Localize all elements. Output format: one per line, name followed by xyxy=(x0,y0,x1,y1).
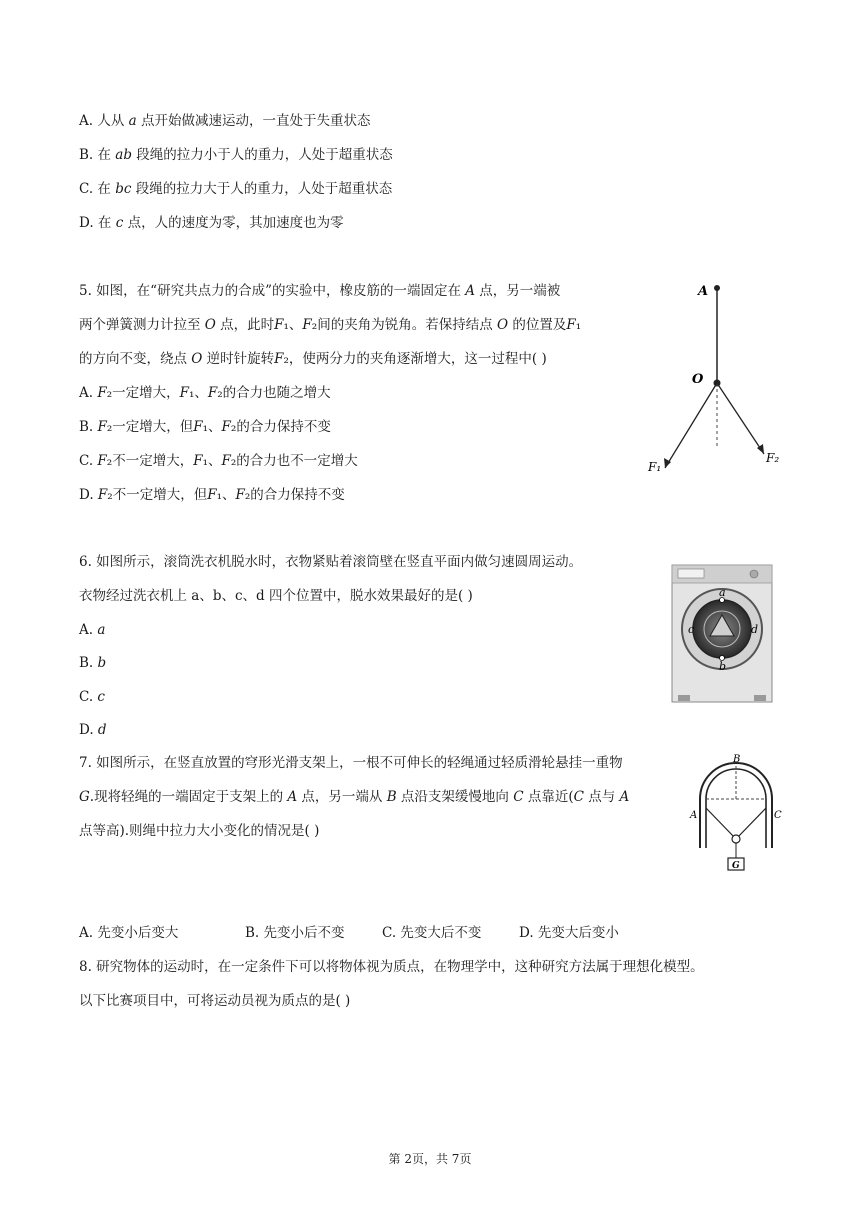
q5-option-c: C. 𝐹₂不一定增大，𝐹₁、𝐹₂的合力也不一定增大 xyxy=(79,453,358,469)
pulley xyxy=(732,835,740,843)
rope-right xyxy=(736,808,766,839)
q5-stem-line-3: 的方向不变，绕点 𝑂 逆时针旋转𝐹₂，使两分力的夹角逐渐增大，这一过程中( ) xyxy=(79,351,547,367)
q8-stem-line-2: 以下比赛项目中，可将运动员视为质点的是( ) xyxy=(79,993,351,1009)
q7-option-c: C. 先变大后不变 xyxy=(382,925,482,941)
label-d: d xyxy=(751,623,759,636)
detergent-drawer xyxy=(678,569,704,578)
q4-option-a: A. 人从 𝑎 点开始做减速运动，一直处于失重状态 xyxy=(79,113,371,129)
label-b: B xyxy=(733,754,741,765)
q6-washing-machine-figure xyxy=(670,563,775,704)
control-knob xyxy=(750,570,758,578)
q5-option-b: B. 𝐹₂一定增大，但𝐹₁、𝐹₂的合力保持不变 xyxy=(79,419,331,435)
q7-option-d: D. 先变大后变小 xyxy=(519,925,619,941)
q7-option-a: A. 先变小后变大 xyxy=(79,925,179,941)
q7-stem-line-2: 𝐺.现将轻绳的一端固定于支架上的 𝐴 点，另一端从 𝐵 点沿支架缓慢地向 𝐶 点靠近(𝐶 点与 𝐴 xyxy=(79,789,630,805)
label-o: O xyxy=(692,372,704,387)
label-f1: F₁ xyxy=(648,460,662,474)
q6-option-c: C. 𝑐 xyxy=(79,689,105,705)
label-g: G xyxy=(732,861,740,871)
rope-left xyxy=(706,808,736,839)
q6-option-d: D. 𝑑 xyxy=(79,722,107,738)
q8-stem-line-1: 8. 研究物体的运动时，在一定条件下可以将物体视为质点，在物理学中，这种研究方法属于理想化模型。 xyxy=(79,959,704,975)
q7-stem-line-1: 7. 如图所示，在竖直放置的穹形光滑支架上，一根不可伸长的轻绳通过轻质滑轮悬挂一重物 xyxy=(79,755,623,771)
q4-option-d: D. 在 𝑐 点，人的速度为零，其加速度也为零 xyxy=(79,215,344,231)
label-c: c xyxy=(688,623,695,636)
q5-stem-line-2: 两个弹簧测力计拉至 𝑂 点，此时𝐹₁、𝐹₂间的夹角为锐角。若保持结点 𝑂 的位置及𝐹₁ xyxy=(79,317,582,333)
q7-arch-frame-figure xyxy=(688,752,788,874)
machine-foot-right xyxy=(754,695,766,701)
q5-option-a: A. 𝐹₂一定增大，𝐹₁、𝐹₂的合力也随之增大 xyxy=(79,385,331,401)
q7-stem-line-3: 点等高).则绳中拉力大小变化的情况是( ) xyxy=(79,823,320,839)
q6-option-a: A. 𝑎 xyxy=(79,622,106,638)
q4-option-b: B. 在 𝑎𝑏 段绳的拉力小于人的重力，人处于超重状态 xyxy=(79,147,393,163)
point-a-dot xyxy=(714,285,720,291)
q7-option-b: B. 先变小后不变 xyxy=(245,925,345,941)
q4-option-c: C. 在 𝑏𝑐 段绳的拉力大于人的重力，人处于超重状态 xyxy=(79,181,393,197)
label-b: b xyxy=(719,660,727,673)
q6-option-b: B. 𝑏 xyxy=(79,655,107,671)
f2-arrow-line xyxy=(717,383,764,454)
q6-stem-line-2: 衣物经过洗衣机上 a、b、c、d 四个位置中，脱水效果最好的是( ) xyxy=(79,588,473,604)
q5-force-diagram xyxy=(640,278,790,478)
q6-stem-line-1: 6. 如图所示，滚筒洗衣机脱水时，衣物紧贴着滚筒壁在竖直平面内做匀速圆周运动。 xyxy=(79,554,583,570)
q5-option-d: D. 𝐹₂不一定增大，但𝐹₁、𝐹₂的合力保持不变 xyxy=(79,487,345,503)
q5-stem-line-1: 5. 如图，在“研究共点力的合成”的实验中，橡皮筋的一端固定在 𝐴 点，另一端被 xyxy=(79,283,561,299)
machine-foot-left xyxy=(678,695,690,701)
f1-arrow-line xyxy=(665,383,717,468)
label-f2: F₂ xyxy=(766,451,780,465)
label-c: C xyxy=(774,810,782,821)
label-a: A xyxy=(698,284,709,299)
page-footer: 第 2页，共 7页 xyxy=(388,1152,472,1166)
label-a: A xyxy=(690,810,698,821)
label-a: a xyxy=(719,586,726,599)
